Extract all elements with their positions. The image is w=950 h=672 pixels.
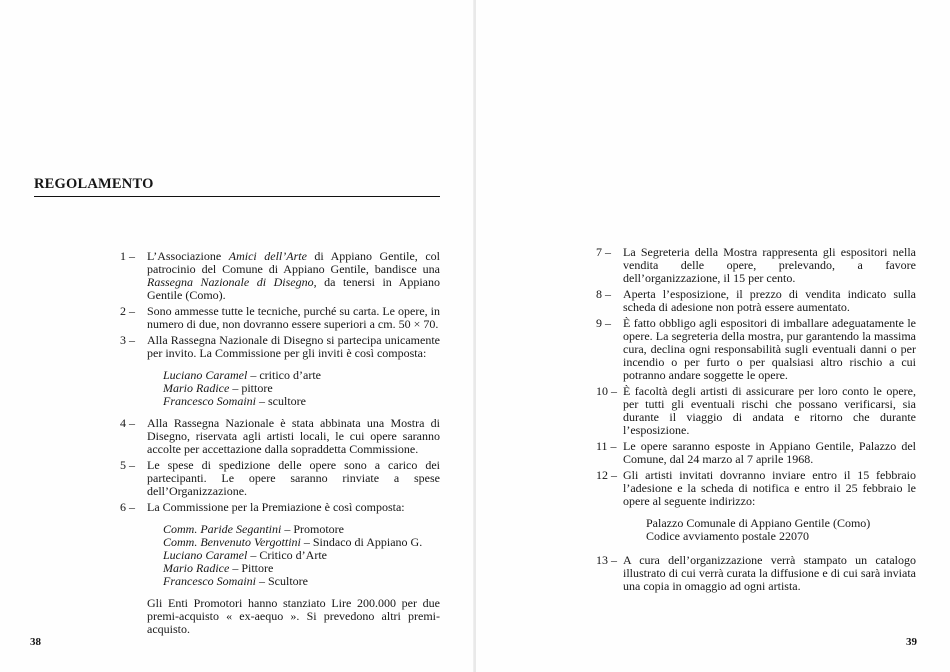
member-name: Mario Radice	[163, 561, 230, 575]
member-name: Francesco Somaini	[163, 574, 256, 588]
rule-number: 9 –	[596, 316, 611, 330]
rule-text: Alla Rassegna Nazionale è stata abbinata una Mostra di Disegno, riservata agli artisti locali, le cui opere saranno accolte per accettazione dalla sopraddetta Commissione.	[147, 416, 440, 456]
left-page	[0, 0, 474, 672]
rule-13	[596, 554, 916, 593]
rule-text: Gli artisti invitati dovranno inviare entro il 15 febbraio l’adesione e la scheda di notifica e entro il 25 febbraio le opere al seguente indirizzo:	[623, 468, 916, 508]
rule-text: Le spese di spedizione delle opere sono a carico dei partecipanti. Le opere saranno rinviate a spese dell’Organizzazione.	[147, 458, 440, 498]
rule-number: 7 –	[596, 245, 611, 259]
rule-3	[120, 334, 440, 360]
rule-number: 4 –	[120, 416, 135, 430]
rule-number: 8 –	[596, 287, 611, 301]
rule-text: Aperta l’esposizione, il prezzo di vendita indicato sulla scheda di adesione non potrà essere aumentato.	[623, 287, 916, 314]
rule-6	[120, 501, 440, 514]
rule-number: 5 –	[120, 458, 135, 472]
rule-number: 12 –	[596, 468, 617, 482]
member-role: – critico d’arte	[247, 368, 321, 382]
rule-text: A cura dell’organizzazione verrà stampato un catalogo illustrato di cui verrà curata la diffusione e di cui sarà inviata una copia in omaggio ad ogni artista.	[623, 553, 916, 593]
rule-1-exhibition-name: Rassegna Nazionale di Disegno	[147, 275, 314, 289]
member-role: – pittore	[229, 381, 273, 395]
invitation-committee	[163, 369, 440, 408]
rule-number: 10 –	[596, 384, 617, 398]
member-name: Comm. Benvenuto Vergottini	[163, 535, 301, 549]
rule-11	[596, 440, 916, 466]
rule-1-association-name: Amici dell’Arte	[228, 249, 307, 263]
member-name: Luciano Caramel	[163, 548, 248, 562]
rule-8	[596, 288, 916, 314]
rule-4	[120, 417, 440, 456]
rule-text: È fatto obbligo agli espositori di imballare adeguatamente le opere. La segreteria della mostra, pur garantendo la massima cura, declina ogni responsabilità sugli eventuali danni o per incendio o per furto o per qualsiasi altro rischio a cui potranno andare soggette le opere.	[623, 316, 916, 382]
mailing-address	[646, 517, 916, 543]
member-name: Luciano Caramel	[163, 368, 248, 382]
rules-list-right	[596, 246, 916, 596]
prize-funding-note: Gli Enti Promotori hanno stanziato Lire 200.000 per due premi-acquisto « ex-aequo ». Si prevedono altri premi-acquisto.	[147, 596, 440, 636]
rule-7	[596, 246, 916, 285]
rule-1-text-c: di Appiano Gentile, col patrocinio del Comune di Appiano Gentile, bandisce una	[147, 249, 440, 276]
member-role: – Critico d’Arte	[247, 548, 327, 562]
rule-text	[147, 250, 440, 302]
committee-member	[163, 395, 440, 408]
rule-number: 2 –	[120, 304, 135, 318]
member-role: – Promotore	[281, 522, 344, 536]
page-heading: REGOLAMENTO	[34, 176, 440, 197]
member-name: Francesco Somaini	[163, 394, 256, 408]
rule-5	[120, 459, 440, 498]
rule-1-text-e: , da tenersi in Appiano Gentile (Como).	[147, 275, 440, 302]
right-page	[476, 0, 950, 672]
page-number-right: 39	[906, 636, 917, 648]
rule-9	[596, 317, 916, 382]
member-role: – scultore	[255, 394, 306, 408]
rule-number: 6 –	[120, 500, 135, 514]
member-role: – Sindaco di Appiano G.	[300, 535, 423, 549]
rule-1-text-a: L’Associazione	[147, 249, 229, 263]
page-number-left: 38	[30, 636, 41, 648]
rule-12	[596, 469, 916, 508]
rule-number: 13 –	[596, 553, 617, 567]
rule-text: Alla Rassegna Nazionale di Disegno si partecipa unicamente per invito. La Commissione per gli inviti è così composta:	[147, 333, 440, 360]
rule-text: Le opere saranno esposte in Appiano Gentile, Palazzo del Comune, dal 24 marzo al 7 aprile 1968.	[623, 439, 916, 466]
prize-committee	[163, 523, 440, 588]
rule-number: 1 –	[120, 249, 135, 263]
rule-text: La Commissione per la Premiazione è così composta:	[147, 500, 405, 514]
member-role: – Scultore	[255, 574, 308, 588]
rule-number: 11 –	[596, 439, 617, 453]
rule-text: Sono ammesse tutte le tecniche, purché su carta. Le opere, in numero di due, non dovranno essere superiori a cm. 50 × 70.	[147, 304, 440, 331]
member-name: Comm. Paride Segantini	[163, 522, 282, 536]
rule-10	[596, 385, 916, 437]
rule-1	[120, 250, 440, 302]
member-name: Mario Radice	[163, 381, 230, 395]
rule-text: La Segreteria della Mostra rappresenta gli espositori nella vendita delle opere, prelevando, a favore dell’organizzazione, il 15 per cento.	[623, 245, 916, 285]
rule-number: 3 –	[120, 333, 135, 347]
committee-member	[163, 575, 440, 588]
rule-text: È facoltà degli artisti di assicurare per loro conto le opere, per tutti gli eventuali rischi che possano verificarsi, sia durante il viaggio di andata e ritorno che durante l’esposizione.	[623, 384, 916, 437]
rule-2	[120, 305, 440, 331]
address-line: Codice avviamento postale 22070	[646, 529, 809, 543]
rules-list-left	[120, 250, 440, 636]
address-line: Palazzo Comunale di Appiano Gentile (Como)	[646, 516, 871, 530]
member-role: – Pittore	[229, 561, 274, 575]
